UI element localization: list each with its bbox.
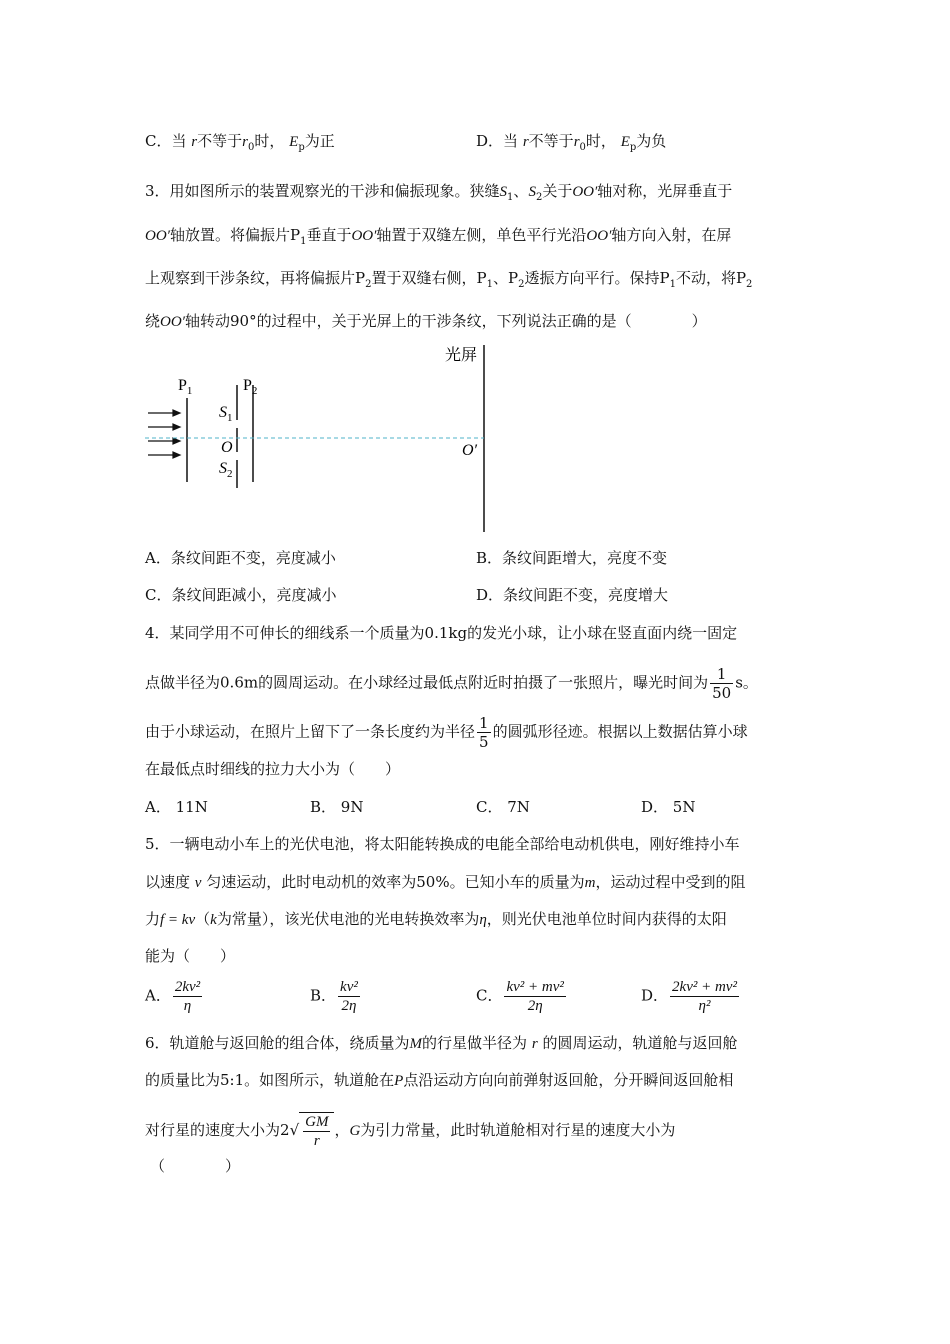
q3-line-1: 3．用如图所示的装置观察光的干涉和偏振现象。狭缝$S_1$、$S_2$关于OO′轴对称，光屏垂直于 (145, 182, 733, 203)
q4-line-2: 点做半径为0.6m的圆周运动。在小球经过最低点附近时拍摄了一张照片，曝光时间为 $\frac{1}{50}$ s。 (145, 665, 758, 702)
q4-line-4: 在最低点时细线的拉力大小为（ ） (145, 760, 401, 778)
q5-option-b: B． $\frac{\text{kv²}}{2\eta}$ (310, 979, 358, 1014)
q6-line-2: 的质量比为5:1。如图所示，轨道舱在P点沿运动方向向前弹射返回舱，分开瞬间返回舱相 (145, 1071, 734, 1089)
q3-line-4: 绕OO′轴转动90°的过程中，关于光屏上的干涉条纹，下列说法正确的是（ ） (145, 312, 707, 330)
arc-fraction: $\frac{1}{5}$ (479, 714, 489, 751)
q5-line-3: 力f = kv（k为常量），该光伏电池的光电转换效率为η，则光伏电池单位时间内获得的太阳 (145, 910, 727, 928)
interference-apparatus-diagram (140, 340, 510, 540)
q5-option-c: C． $\frac{\text{kv² + mv²}}{2\eta}$ (476, 979, 564, 1014)
q3-option-d: D．条纹间距不变，亮度增大 (476, 586, 669, 604)
incident-light-arrows (148, 410, 180, 458)
p1-label: $P_1$ (178, 377, 193, 397)
q3-option-b: B．条纹间距增大，亮度不变 (476, 549, 668, 567)
q5-line-1: 5．一辆电动小车上的光伏电池，将太阳能转换成的电能全部给电动机供电，刚好维持小车 (145, 835, 740, 853)
q4-option-b: B． 9N (310, 798, 364, 816)
q4-option-a: A． 11N (145, 798, 208, 816)
q5-line-2: 以速度 v 匀速运动，此时电动机的效率为50%。已知小车的质量为m，运动过程中受到的阻 (145, 873, 746, 891)
p2-label: $P_2$ (243, 377, 258, 397)
q3-line-3: 上观察到干涉条纹，再将偏振片$P_2$置于双缝右侧，$P_1$、$P_2$透振方向平行。保持$P_1$不动，将$P_2$ (145, 269, 753, 290)
o-label: O (221, 439, 233, 456)
q6-line-4: （ ） (150, 1157, 241, 1175)
q5-line-4: 能为（ ） (145, 947, 236, 965)
q3-option-a: A．条纹间距不变，亮度减小 (145, 549, 336, 567)
screen-label: 光屏 (445, 345, 478, 364)
sqrt-expression: √ $\frac{GM}{r}$ (290, 1112, 335, 1150)
q4-line-3: 由于小球运动，在照片上留下了一条长度约为半径 $\frac{1}{5}$ 的圆弧形径迹。根据以上数据估算小球 (145, 714, 748, 751)
q6-line-3: 对行星的速度大小为2√ $\frac{GM}{r}$ ，G为引力常量，此时轨道舱相对行星的速度大小为 (145, 1114, 676, 1149)
s1-label: $S_1$ (219, 404, 233, 424)
q2-option-d: D．当 r不等于$r_0$时， $E_p$为负 (476, 132, 667, 153)
q4-line-1: 4．某同学用不可伸长的细线系一个质量为0.1kg的发光小球，让小球在竖直面内绕一固定 (145, 624, 738, 642)
exposure-fraction: $\frac{1}{50}$ (712, 665, 732, 702)
q5-option-a: A． $\frac{\text{2kv²}}{\eta}$ (145, 979, 201, 1014)
q6-line-1: 6．轨道舱与返回舱的组合体，绕质量为M的行星做半径为 r 的圆周运动，轨道舱与返回舱 (145, 1034, 738, 1052)
q3-line-2: OO′轴放置。将偏振片$P_1$垂直于OO′轴置于双缝左侧，单色平行光沿OO′轴方向入射，在屏 (145, 226, 732, 247)
q3-option-c: C．条纹间距减小，亮度减小 (145, 586, 337, 604)
q2-option-c: C．当 r不等于$r_0$时， $E_p$为正 (145, 132, 335, 153)
q4-option-d: D． 5N (641, 798, 696, 816)
s2-label: $S_2$ (219, 460, 233, 480)
q4-option-c: C． 7N (476, 798, 530, 816)
q5-option-d: D． $\frac{\text{2kv² + mv²}}{\text{η²}}$ (641, 979, 737, 1014)
o-prime-label: O′ (462, 442, 478, 459)
